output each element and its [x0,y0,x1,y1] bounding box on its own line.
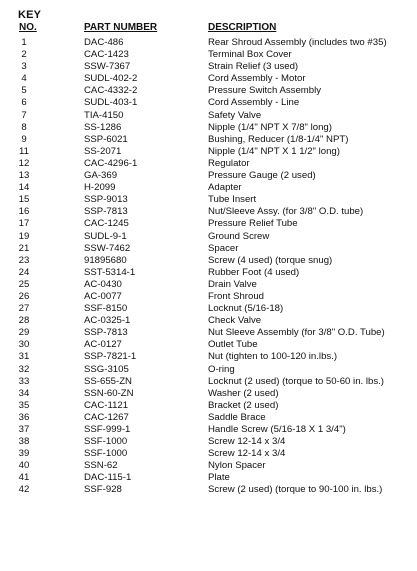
part-number: SSF-1000 [84,436,128,448]
key-heading: KEY [18,9,42,21]
table-row [0,194,417,206]
part-number: SSF-1000 [84,448,128,460]
part-description: Drain Valve [208,278,257,290]
key-number: 16 [18,206,30,218]
table-row [0,170,417,182]
part-description: Nipple (1/4" NPT X 1 1/2" long) [208,145,340,157]
key-number: 42 [18,484,30,496]
key-number: 19 [18,230,30,242]
key-number: 5 [21,85,27,97]
key-number: 12 [18,157,30,169]
part-number: AC-0325-1 [84,315,131,327]
part-number: SSP-7821-1 [84,351,137,363]
key-number: 33 [18,375,30,387]
key-number: 27 [18,303,30,315]
part-description: Locknut (2 used) (torque to 50-60 in. lbs.) [208,375,384,387]
table-row [0,291,417,303]
part-description: Cord Assembly - Motor [208,73,306,85]
part-number: SSN-60-ZN [84,387,134,399]
table-row [0,231,417,243]
key-number: 30 [18,339,30,351]
part-number: SSP-9013 [84,194,128,206]
key-number: 34 [18,387,30,399]
part-description: Regulator [208,157,250,169]
part-description: Plate [208,472,230,484]
table-row [0,424,417,436]
part-description: Pressure Relief Tube [208,218,298,230]
part-number: CAC-1245 [84,218,129,230]
key-number: 39 [18,448,30,460]
part-number: SSF-928 [84,484,122,496]
part-number: TIA-4150 [84,109,124,121]
key-number: 37 [18,424,30,435]
key-number: 41 [18,472,30,484]
key-number: 25 [18,278,30,290]
key-number: 2 [21,49,27,61]
part-description: Saddle Brace [208,411,266,423]
key-number: 35 [18,399,30,411]
key-number: 40 [18,460,30,472]
key-number: 8 [21,121,27,133]
part-number: SUDL-9-1 [84,230,127,242]
part-description: Cord Assembly - Line [208,97,300,109]
part-description: Tube Insert [208,194,257,206]
part-description: Locknut (5/16-18) [208,303,284,315]
key-number: 21 [18,242,30,254]
part-description: Bracket (2 used) [208,399,279,411]
table-row [0,122,417,134]
table-row [0,364,417,376]
part-number: AC-0430 [84,278,122,290]
part-number: CAC-4332-2 [84,85,138,97]
part-description: Rubber Foot (4 used) [208,266,300,278]
part-number: SSF-999-1 [84,424,131,435]
table-row [0,61,417,73]
key-number: 29 [18,327,30,339]
part-number: SSP-7813 [84,327,128,339]
key-number: 13 [18,170,30,182]
part-number: SSW-7462 [84,242,131,254]
table-row [0,73,417,85]
key-number: 36 [18,411,30,423]
part-description: Terminal Box Cover [208,49,292,61]
part-number: SST-5314-1 [84,266,136,278]
part-number: SS-2071 [84,145,122,157]
table-row [0,267,417,279]
table-row [0,448,417,460]
key-number: 17 [18,218,30,230]
key-number: 26 [18,290,30,302]
table-row [0,303,417,315]
key-number: 6 [21,97,27,109]
key-number: 3 [21,61,27,73]
part-description: Bushing, Reducer (1/8-1/4" NPT) [208,133,349,145]
part-number: SSP-6021 [84,133,128,145]
number-column-header: NO. [19,22,37,33]
key-number: 28 [18,315,30,327]
part-number: CAC-1423 [84,49,129,61]
part-description: Outlet Tube [208,339,258,351]
part-description: Nylon Spacer [208,460,266,472]
table-row [0,243,417,255]
part-description: Handle Screw (5/16-18 X 1 3/4") [208,424,346,435]
part-number: GA-369 [84,170,118,182]
table-row [0,376,417,388]
description-column-header: DESCRIPTION [208,22,277,33]
part-description: Spacer [208,242,239,254]
part-number: SUDL-402-2 [84,73,138,85]
part-number: CAC-1267 [84,411,129,423]
key-number: 31 [18,351,30,363]
key-number: 23 [18,254,30,266]
key-number: 11 [19,145,29,157]
part-description: Pressure Gauge (2 used) [208,170,316,182]
part-description: Front Shroud [208,290,264,302]
table-row [0,85,417,97]
part-number: DAC-486 [84,37,124,48]
part-number: SSP-7813 [84,206,128,218]
key-number: 1 [21,37,27,48]
part-number: SSF-8150 [84,303,128,315]
table-row [0,134,417,146]
part-number: 91895680 [84,254,127,266]
key-number: 15 [18,194,30,206]
part-number: SSG-3105 [84,363,129,375]
part-number: SS-1286 [84,121,122,133]
part-number-column-header: PART NUMBER [84,22,158,33]
table-row [0,279,417,291]
part-number: CAC-1121 [84,399,129,411]
key-number: 7 [21,109,27,121]
part-description: Check Valve [208,315,262,327]
table-row [0,339,417,351]
table-row [0,110,417,122]
part-description: Nut Sleeve Assembly (for 3/8" O.D. Tube) [208,327,385,339]
part-description: Nipple (1/4" NPT X 7/8" long) [208,121,332,133]
table-row [0,315,417,327]
table-row [0,49,417,61]
part-description: O-ring [208,363,235,375]
part-description: Rear Shroud Assembly (includes two #35) [208,37,387,48]
table-row [0,436,417,448]
table-row [0,400,417,412]
part-description: Adapter [208,182,242,194]
table-row [0,158,417,170]
part-number: CAC-4296-1 [84,157,138,169]
key-number: 4 [21,73,27,85]
part-number: H-2099 [84,182,116,194]
table-row [0,97,417,109]
table-row [0,146,417,158]
part-description: Strain Relief (3 used) [208,61,299,73]
table-row [0,460,417,472]
table-row [0,218,417,230]
key-number: 38 [18,436,30,448]
table-row [0,255,417,267]
part-number: DAC-115-1 [84,472,132,484]
key-number: 32 [18,363,30,375]
parts-table [0,37,417,497]
table-row [0,388,417,400]
part-description: Washer (2 used) [208,387,279,399]
part-number: SS-655-ZN [84,375,132,387]
part-description: Safety Valve [208,109,262,121]
table-row [0,182,417,194]
part-description: Nut/Sleeve Assy. (for 3/8" O.D. tube) [208,206,364,218]
part-description: Screw 12-14 x 3/4 [208,436,286,448]
part-description: Screw 12-14 x 3/4 [208,448,286,460]
table-row [0,327,417,339]
part-number: SSW-7367 [84,61,131,73]
key-number: 9 [21,133,27,145]
key-number: 24 [18,266,30,278]
part-number: SUDL-403-1 [84,97,138,109]
part-number: AC-0127 [84,339,122,351]
part-description: Nut (tighten to 100-120 in.lbs.) [208,351,338,363]
part-number: AC-0077 [84,290,122,302]
part-number: SSN-62 [84,460,118,472]
key-number: 14 [18,182,30,194]
table-row [0,412,417,424]
table-row [0,472,417,484]
table-row [0,37,417,49]
table-row [0,206,417,218]
table-row [0,484,417,496]
part-description: Screw (2 used) (torque to 90-100 in. lbs.) [208,484,383,496]
table-row [0,351,417,363]
part-description: Ground Screw [208,230,270,242]
part-description: Pressure Switch Assembly [208,85,322,97]
part-description: Screw (4 used) (torque snug) [208,254,333,266]
